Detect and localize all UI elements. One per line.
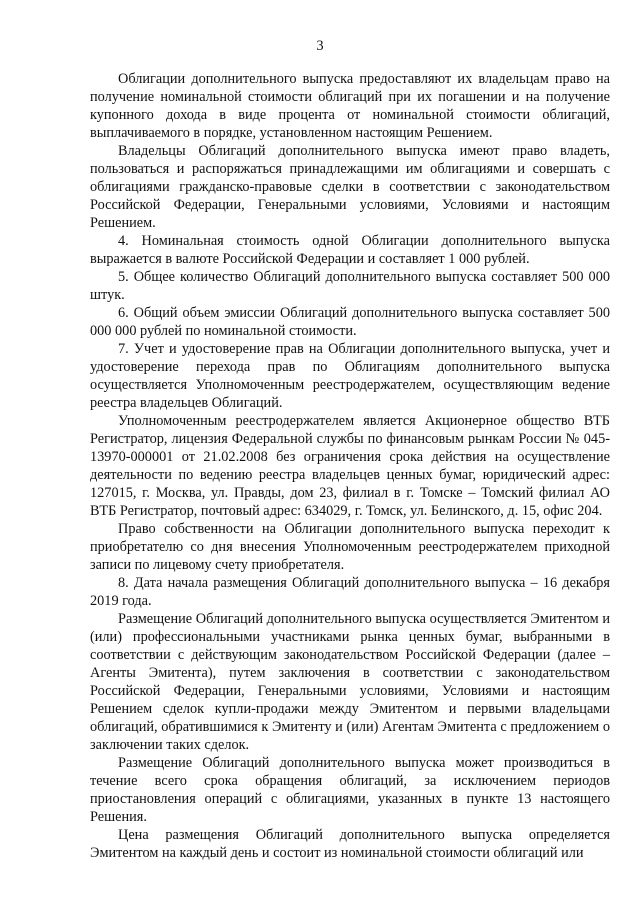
page-number: 3 xyxy=(316,38,324,54)
paragraph-placement-price: Цена размещения Облигаций дополнительного выпуска определяется Эмитентом на каждый день и состоит из номинальной стоимости облигаций или xyxy=(90,827,610,861)
paragraph-placement-method: Размещение Облигаций дополнительного выпуска осуществляется Эмитентом и (или) профессиональными участниками рынка ценных бумаг, выбранными в соответствии с действующим законодательством Российской Федерации (далее – Агенты Эмитента), путем заключения в соответствии с законодательством Российской Федерации, Генеральными условиями, Условиями и настоящим Решением сделок купли-продажи между Эмитентом и первыми владельцами облигаций, обратившимися к Эмитенту и (или) Агентам Эмитента с предложением о заключении таких сделок. xyxy=(90,611,610,753)
paragraph-quantity: 5. Общее количество Облигаций дополнительного выпуска составляет 500 000 штук. xyxy=(90,269,610,303)
paragraph-rights-registry: 7. Учет и удостоверение прав на Облигации дополнительного выпуска, учет и удостоверение перехода прав по Облигациям дополнительного выпуска осуществляется Уполномоченным реестродержателем, осуществляющим ведение реестра владельцев Облигаций. xyxy=(90,341,610,411)
paragraph-registrar: Уполномоченным реестродержателем является Акционерное общество ВТБ Регистратор, лицензия Федеральной службы по финансовым рынкам России № 045-13970-000001 от 21.02.2008 без ограничения срока действия на осуществление деятельности по ведению реестра владельцев ценных бумаг, юридический адрес: 127015, г. Москва, ул. Правды, дом 23, филиал в г. Томске – Томский филиал АО ВТБ Регистратор, почтовый адрес: 634029, г. Томск, ул. Белинского, д. 15, офис 204. xyxy=(90,413,610,519)
paragraph-issue-volume: 6. Общий объем эмиссии Облигаций дополнительного выпуска составляет 500 000 000 рублей по номинальной стоимости. xyxy=(90,305,610,339)
paragraph-nominal-value: 4. Номинальная стоимость одной Облигации дополнительного выпуска выражается в валюте Российской Федерации и составляет 1 000 рублей. xyxy=(90,233,610,267)
paragraph-owners: Владельцы Облигаций дополнительного выпуска имеют право владеть, пользоваться и распоряжаться принадлежащими им облигациями и совершать с облигациями гражданско-правовые сделки в соответствии с законодательством Российской Федерации, Генеральными условиями, Условиями и настоящим Решением. xyxy=(90,143,610,231)
paragraph-rights: Облигации дополнительного выпуска предоставляют их владельцам право на получение номинальной стоимости облигаций при их погашении и на получение купонного дохода в виде процента от номинальной стоимости облигаций, выплачиваемого в порядке, установленном настоящим Решением. xyxy=(90,71,610,141)
paragraph-placement-date: 8. Дата начала размещения Облигаций дополнительного выпуска – 16 декабря 2019 года. xyxy=(90,575,610,609)
document-body xyxy=(90,70,610,862)
paragraph-placement-period: Размещение Облигаций дополнительного выпуска может производиться в течение всего срока обращения облигаций, за исключением периодов приостановления операций с облигациями, указанных в пункте 13 настоящего Решения. xyxy=(90,755,610,825)
paragraph-ownership-transfer: Право собственности на Облигации дополнительного выпуска переходит к приобретателю со дня внесения Уполномоченным реестродержателем приходной записи по лицевому счету приобретателя. xyxy=(90,521,610,573)
